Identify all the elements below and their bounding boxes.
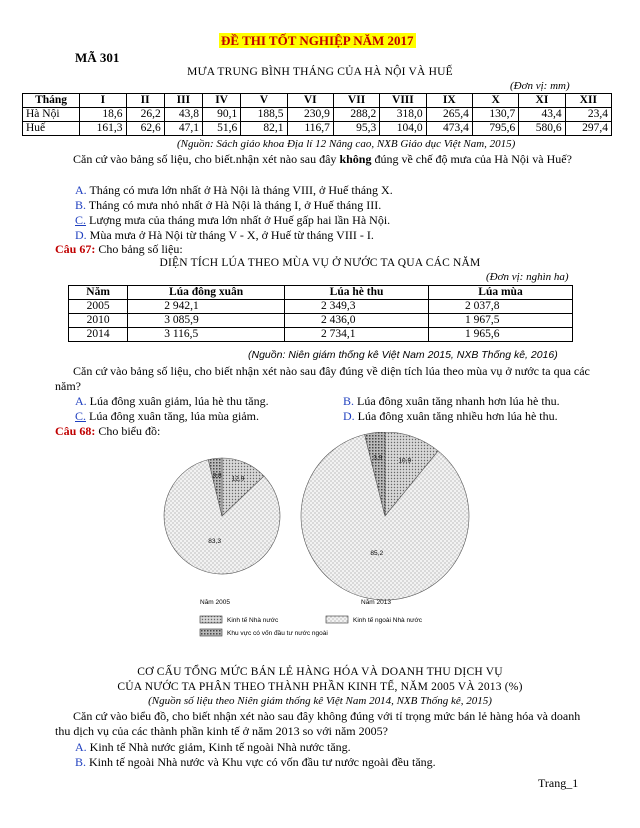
table-cell: 18,6 xyxy=(80,108,126,122)
q68-stem: Căn cứ vào biểu đồ, cho biết nhận xét nào sau đây không đúng với tỉ trọng mức bán lẻ hàng hóa và doanh thu dịch vụ của các thành phần kinh tế ở năm 2013 so với năm 2005? xyxy=(55,709,581,738)
q66-option-d[interactable] xyxy=(75,228,374,243)
option-letter: D. xyxy=(343,409,355,423)
table-cell: 318,0 xyxy=(380,108,426,122)
pie-charts xyxy=(150,432,490,650)
table-cell: 2010 xyxy=(69,314,128,328)
q67-option-c[interactable] xyxy=(75,409,259,424)
table-header-cell: Năm xyxy=(69,286,128,300)
q67-option-d[interactable] xyxy=(343,409,558,424)
table-cell: 2 349,3 xyxy=(285,300,429,314)
table-cell: 26,2 xyxy=(126,108,164,122)
option-letter: A. xyxy=(75,183,87,197)
table1-title: MƯA TRUNG BÌNH THÁNG CỦA HÀ NỘI VÀ HUẾ xyxy=(187,66,453,78)
q67-option-b[interactable] xyxy=(343,394,560,409)
q66-option-a[interactable] xyxy=(75,183,393,198)
chart-title-line2: CỦA NƯỚC TA PHÂN THEO THÀNH PHẦN KINH TẾ, NĂM 2005 VÀ 2013 (%) xyxy=(117,681,523,693)
option-letter: C. xyxy=(75,213,87,227)
stem-text: Căn cứ vào bảng số liệu, cho biết.nhận xét nào sau đây xyxy=(73,152,340,166)
table-cell: 288,2 xyxy=(333,108,379,122)
table-cell: Hà Nội xyxy=(23,108,80,122)
option-text: Lúa đông xuân tăng, lúa mùa giảm. xyxy=(86,409,259,423)
slice-label: 83,3 xyxy=(208,538,221,546)
question-label: Câu 68: xyxy=(55,424,96,438)
option-text: Lúa đông xuân tăng nhanh hơn lúa hè thu. xyxy=(354,394,560,408)
table-header-cell: I xyxy=(80,94,126,108)
table-header-cell: XI xyxy=(519,94,565,108)
question-intro: Cho biểu đồ: xyxy=(95,424,161,438)
table-header-cell: Lúa đông xuân xyxy=(128,286,285,300)
pie-year-label: Năm 2013 xyxy=(361,599,391,606)
table-cell: Huế xyxy=(23,122,80,136)
option-text: Kinh tế ngoài Nhà nước và Khu vực có vốn đầu tư nước ngoài đều tăng. xyxy=(86,755,436,769)
table-cell: 188,5 xyxy=(241,108,287,122)
option-letter: A. xyxy=(75,394,87,408)
table-header-cell: Lúa hè thu xyxy=(285,286,429,300)
table2-title: DIỆN TÍCH LÚA THEO MÙA VỤ Ở NƯỚC TA QUA CÁC NĂM xyxy=(159,257,481,269)
table-cell: 51,6 xyxy=(202,122,240,136)
legend-label: Kinh tế Nhà nước xyxy=(227,617,279,624)
rainfall-table xyxy=(22,93,612,136)
table-cell: 90,1 xyxy=(202,108,240,122)
q67-option-a[interactable] xyxy=(75,394,269,409)
q67-heading xyxy=(55,242,183,257)
chart-source: (Nguồn số liệu theo Niên giám thống kê Việt Nam 2014, NXB Thống kê, 2015) xyxy=(148,695,492,707)
option-text: Tháng có mưa nhỏ nhất ở Hà Nội là tháng I, ở Huế tháng III. xyxy=(86,198,382,212)
table-cell: 62,6 xyxy=(126,122,164,136)
table-header-cell: X xyxy=(472,94,518,108)
table-row xyxy=(69,300,573,314)
table1-source: (Nguồn: Sách giáo khoa Địa lí 12 Nâng cao, NXB Giáo dục Việt Nam, 2015) xyxy=(177,138,516,150)
table-row xyxy=(23,108,612,122)
option-letter: A. xyxy=(75,740,87,754)
slice-label: 3,8 xyxy=(212,472,222,480)
table2-source: (Nguồn: Niên giám thống kê Việt Nam 2015, NXB Thống kê, 2016) xyxy=(248,349,558,361)
table-header-cell: III xyxy=(164,94,202,108)
table-header-cell: VII xyxy=(333,94,379,108)
pie-year-label: Năm 2005 xyxy=(200,599,230,606)
chart-title-line1: CƠ CẤU TỔNG MỨC BÁN LẺ HÀNG HÓA VÀ DOANH THU DỊCH VỤ xyxy=(137,666,503,678)
option-letter: B. xyxy=(75,755,87,769)
table-cell: 116,7 xyxy=(287,122,333,136)
exam-title: ĐỀ THI TỐT NGHIỆP NĂM 2017 xyxy=(221,33,414,48)
q66-option-b[interactable] xyxy=(75,198,381,213)
table-header-cell: VI xyxy=(287,94,333,108)
q68-option-a[interactable] xyxy=(75,740,351,755)
table-cell: 2005 xyxy=(69,300,128,314)
table-cell: 23,4 xyxy=(565,108,611,122)
table-header-cell: V xyxy=(241,94,287,108)
table-cell: 2 037,8 xyxy=(429,300,573,314)
option-text: Tháng có mưa lớn nhất ở Hà Nội là tháng VIII, ở Huế tháng X. xyxy=(86,183,393,197)
slice-label: 85,2 xyxy=(370,549,384,557)
table-row xyxy=(69,328,573,342)
table-header-row xyxy=(23,94,612,108)
slice-label: 12,9 xyxy=(231,475,245,483)
q66-stem xyxy=(55,152,595,167)
q66-option-c[interactable] xyxy=(75,213,390,228)
table-header-cell: Lúa mùa xyxy=(429,286,573,300)
table-header-cell: II xyxy=(126,94,164,108)
table-header-row xyxy=(69,286,573,300)
question-intro: Cho bảng số liệu: xyxy=(95,242,183,256)
stem-text: đúng về chế độ mưa của Hà Nội và Huế? xyxy=(371,152,572,166)
option-text: Kinh tế Nhà nước giảm, Kinh tế ngoài Nhà nước tăng. xyxy=(86,740,351,754)
table-cell: 580,6 xyxy=(519,122,565,136)
table-header-cell: XII xyxy=(565,94,611,108)
table-cell: 297,4 xyxy=(565,122,611,136)
page-footer: Trang_1 xyxy=(538,776,579,790)
exam-code: MÃ 301 xyxy=(75,50,120,65)
table2-unit: (Đơn vị: nghìn ha) xyxy=(486,271,569,283)
option-letter: B. xyxy=(75,198,87,212)
legend-swatch xyxy=(200,616,222,623)
table-cell: 3 085,9 xyxy=(128,314,285,328)
table-cell: 82,1 xyxy=(241,122,287,136)
question-label: Câu 67: xyxy=(55,242,96,256)
table-cell: 43,8 xyxy=(164,108,202,122)
table-cell: 2 734,1 xyxy=(285,328,429,342)
slice-label: 3,9 xyxy=(373,454,383,462)
legend-swatch xyxy=(200,629,222,636)
table-header-cell: Tháng xyxy=(23,94,80,108)
q68-heading xyxy=(55,424,160,439)
legend-label: Khu vực có vốn đầu tư nước ngoài xyxy=(227,630,328,637)
table-cell: 95,3 xyxy=(333,122,379,136)
table-cell: 1 965,6 xyxy=(429,328,573,342)
table-cell: 1 967,5 xyxy=(429,314,573,328)
table-cell: 2 942,1 xyxy=(128,300,285,314)
table-cell: 104,0 xyxy=(380,122,426,136)
table-cell: 161,3 xyxy=(80,122,126,136)
table-header-cell: IV xyxy=(202,94,240,108)
table-row xyxy=(23,122,612,136)
table-row xyxy=(69,314,573,328)
table-cell: 2 436,0 xyxy=(285,314,429,328)
table-cell: 230,9 xyxy=(287,108,333,122)
option-text: Lúa đông xuân tăng nhiều hơn lúa hè thu. xyxy=(354,409,558,423)
table-cell: 47,1 xyxy=(164,122,202,136)
table-cell: 473,4 xyxy=(426,122,472,136)
option-letter: C. xyxy=(75,409,87,423)
table-cell: 3 116,5 xyxy=(128,328,285,342)
legend-label: Kinh tế ngoài Nhà nước xyxy=(353,617,422,624)
table-header-cell: VIII xyxy=(380,94,426,108)
table-cell: 43,4 xyxy=(519,108,565,122)
q68-option-b[interactable] xyxy=(75,755,436,770)
legend-swatch xyxy=(326,616,348,623)
option-text: Mùa mưa ở Hà Nội từ tháng V - X, ở Huế từ tháng VIII - I. xyxy=(86,228,374,242)
table-cell: 130,7 xyxy=(472,108,518,122)
table-header-cell: IX xyxy=(426,94,472,108)
option-text: Lúa đông xuân giảm, lúa hè thu tăng. xyxy=(86,394,269,408)
option-letter: D. xyxy=(75,228,87,242)
stem-bold: không xyxy=(339,152,372,166)
table-cell: 795,6 xyxy=(472,122,518,136)
option-letter: B. xyxy=(343,394,355,408)
table-cell: 265,4 xyxy=(426,108,472,122)
table1-unit: (Đơn vị: mm) xyxy=(510,80,570,92)
rice-area-table xyxy=(68,285,573,342)
q67-stem: Căn cứ vào bảng số liệu, cho biết nhận xét nào sau đây đúng về diện tích lúa theo mùa vụ ở nước ta qua các năm? xyxy=(55,364,590,393)
option-text: Lượng mưa của tháng mưa lớn nhất ở Huế gấp hai lần Hà Nội. xyxy=(86,213,391,227)
slice-label: 10,9 xyxy=(398,457,412,465)
table-cell: 2014 xyxy=(69,328,128,342)
